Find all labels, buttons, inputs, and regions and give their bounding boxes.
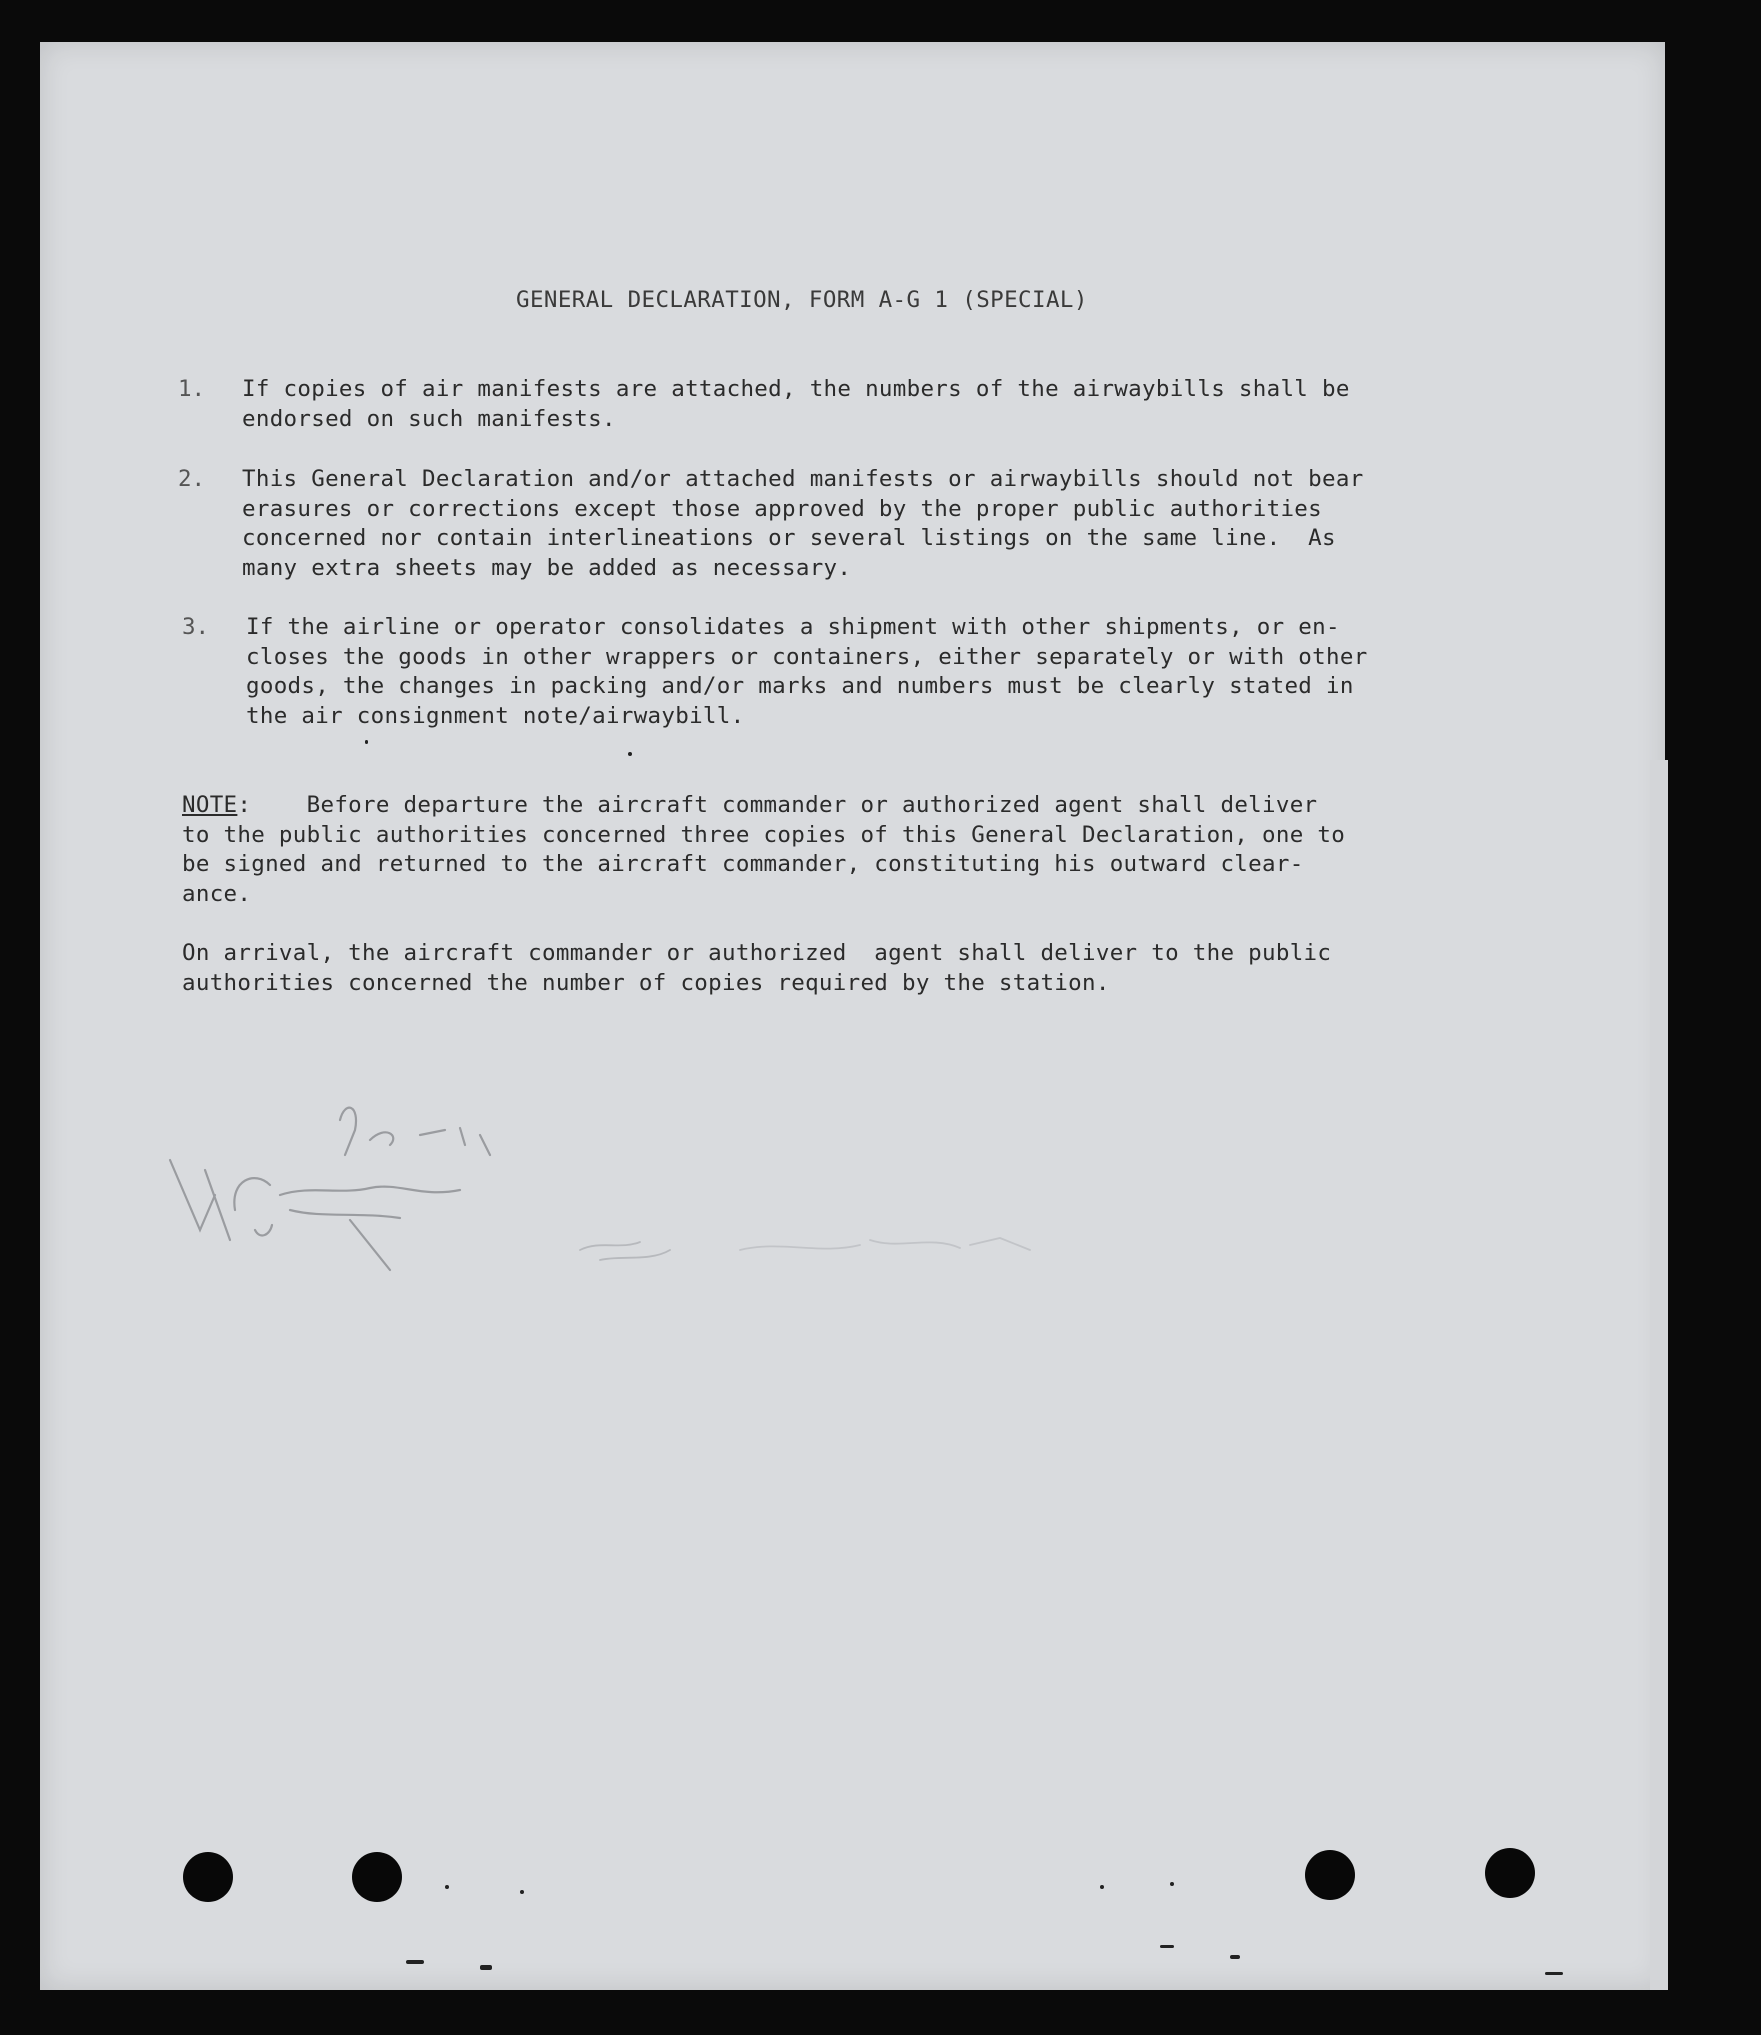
- scan-speck: [1230, 1955, 1240, 1959]
- punch-hole: [352, 1852, 402, 1902]
- item-number: 3.: [182, 614, 210, 640]
- item-number: 2.: [178, 466, 206, 492]
- document-title: GENERAL DECLARATION, FORM A-G 1 (SPECIAL): [516, 287, 1088, 313]
- item-line: many extra sheets may be added as necessary.: [242, 555, 852, 581]
- item-number: 1.: [178, 376, 206, 402]
- note-colon: :: [237, 792, 252, 818]
- item-line: erasures or corrections except those approved by the proper public authorities: [242, 496, 1322, 522]
- scan-speck: [406, 1960, 424, 1964]
- note-line: to the public authorities concerned three copies of this General Declaration, one to: [182, 822, 1346, 848]
- item-line: concerned nor contain interlineations or several listings on the same line. As: [242, 525, 1336, 551]
- scan-speck: [520, 1890, 524, 1894]
- scan-speck: [365, 740, 368, 744]
- scan-speck: [480, 1965, 492, 1970]
- note-line: Before departure the aircraft commander or authorized agent shall deliver: [251, 792, 1318, 818]
- arrival-line: On arrival, the aircraft commander or authorized agent shall deliver to the public: [182, 940, 1332, 966]
- item-line: goods, the changes in packing and/or marks and numbers must be clearly stated in: [246, 673, 1354, 699]
- note-first-line: [182, 792, 1317, 818]
- item-line: If copies of air manifests are attached, the numbers of the airwaybills shall be: [242, 376, 1350, 402]
- scan-speck: [628, 752, 632, 756]
- scan-speck: [1100, 1885, 1104, 1889]
- scan-speck: [1545, 1972, 1563, 1975]
- punch-hole: [1305, 1850, 1355, 1900]
- punch-hole: [183, 1852, 233, 1902]
- item-line: the air consignment note/airwaybill.: [246, 703, 745, 729]
- note-line: ance.: [182, 881, 252, 907]
- item-line: This General Declaration and/or attached manifests or airwaybills should not bear: [242, 466, 1364, 492]
- item-line: endorsed on such manifests.: [242, 406, 616, 432]
- paper-edge: [1650, 760, 1668, 1990]
- arrival-line: authorities concerned the number of copies required by the station.: [182, 970, 1110, 996]
- paper-sheet: [40, 42, 1665, 1990]
- note-label: NOTE: [182, 792, 238, 818]
- item-line: If the airline or operator consolidates a shipment with other shipments, or en-: [246, 614, 1340, 640]
- punch-hole: [1485, 1848, 1535, 1898]
- scan-speck: [1170, 1882, 1174, 1886]
- handwritten-signature: [160, 1100, 680, 1280]
- faint-stamp-mark: [700, 1210, 1100, 1280]
- note-line: be signed and returned to the aircraft commander, constituting his outward clear-: [182, 851, 1304, 877]
- scan-speck: [1160, 1945, 1174, 1948]
- item-line: closes the goods in other wrappers or containers, either separately or with other: [246, 644, 1368, 670]
- scan-speck: [445, 1885, 449, 1889]
